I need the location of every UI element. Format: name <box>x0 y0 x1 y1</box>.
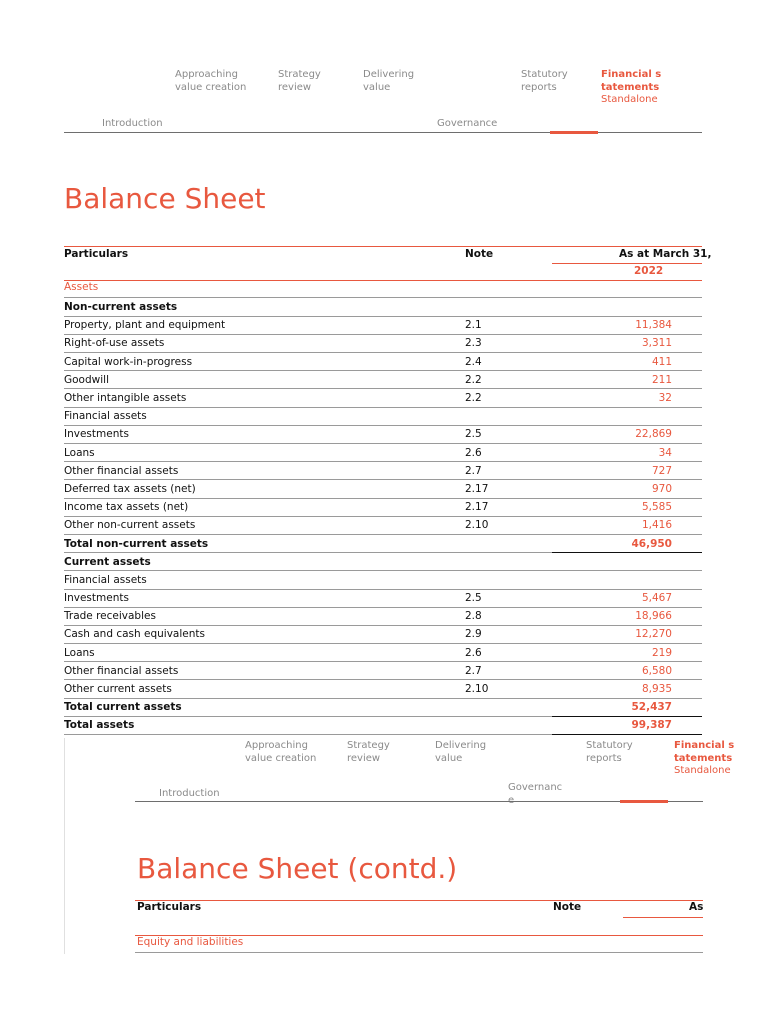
row-note: 2.7 <box>465 462 552 480</box>
table-row <box>64 480 702 498</box>
nav-item-statutory-reports[interactable]: Statutory reports <box>521 69 568 93</box>
balance-sheet-table <box>64 298 702 735</box>
row-label: Total assets <box>64 716 465 734</box>
row-label: Cash and cash equivalents <box>64 625 465 643</box>
row-note: 2.6 <box>465 644 552 662</box>
row-label: Right-of-use assets <box>64 334 465 352</box>
row-value: 3,311 <box>552 334 702 352</box>
row-value <box>552 553 702 571</box>
balance-sheet-body <box>64 298 702 735</box>
top-navigation-2 <box>135 738 735 806</box>
row-value: 22,869 <box>552 425 702 443</box>
table-row <box>64 353 702 371</box>
row-label: Goodwill <box>64 371 465 389</box>
row-note: 2.8 <box>465 607 552 625</box>
row-note: 2.2 <box>465 371 552 389</box>
row-value: 219 <box>552 644 702 662</box>
total-row <box>64 716 702 734</box>
row-note: 2.7 <box>465 662 552 680</box>
row-value <box>552 571 702 589</box>
table-row <box>64 462 702 480</box>
table-row <box>64 644 702 662</box>
row-value: 32 <box>552 389 702 407</box>
row-note: 2.17 <box>465 480 552 498</box>
row-label: Other financial assets <box>64 462 465 480</box>
row-label: Loans <box>64 444 465 462</box>
nav2-item-strategy-review[interactable]: Strategy review <box>347 740 390 764</box>
page2-header-as-at: As <box>689 901 704 913</box>
row-label: Deferred tax assets (net) <box>64 480 465 498</box>
table-row <box>64 334 702 352</box>
row-note: 2.9 <box>465 625 552 643</box>
row-value: 46,950 <box>552 534 702 552</box>
page2-section-equity-liabilities: Equity and liabilities <box>137 936 244 948</box>
total-row <box>64 534 702 552</box>
row-label: Investments <box>64 589 465 607</box>
nav-item-introduction[interactable]: Introduction <box>102 118 163 129</box>
row-note <box>465 698 552 716</box>
row-label: Financial assets <box>64 571 465 589</box>
row-value: 34 <box>552 444 702 462</box>
nav2-item-financial-statements[interactable] <box>674 740 735 778</box>
nav-active-indicator <box>550 131 598 134</box>
top-navigation <box>64 63 702 133</box>
row-label: Loans <box>64 644 465 662</box>
table-row <box>64 571 702 589</box>
row-note: 2.5 <box>465 589 552 607</box>
nav2-item-approaching-value-creation[interactable]: Approaching value creation <box>245 740 317 764</box>
row-note: 2.10 <box>465 680 552 698</box>
table-row <box>64 680 702 698</box>
row-note: 2.10 <box>465 516 552 534</box>
nav2-item-statutory-reports[interactable]: Statutory reports <box>586 740 633 764</box>
nav2-divider <box>135 801 703 802</box>
nav2-item-governance[interactable]: Governance <box>508 782 563 806</box>
row-label: Other intangible assets <box>64 389 465 407</box>
row-label: Investments <box>64 425 465 443</box>
table-row <box>64 444 702 462</box>
table-row <box>64 625 702 643</box>
header-as-at: As at March 31, <box>619 248 712 260</box>
row-value: 18,966 <box>552 607 702 625</box>
page-2-preview <box>64 738 735 954</box>
nav-item-financial-statements-label: Financial statements <box>601 69 662 93</box>
row-note: 2.2 <box>465 389 552 407</box>
nav-item-financial-statements[interactable] <box>601 69 665 107</box>
row-value: 1,416 <box>552 516 702 534</box>
row-label: Current assets <box>64 553 465 571</box>
nav-item-delivering-value[interactable]: Delivering value <box>363 69 415 93</box>
nav-divider <box>64 132 702 133</box>
section-heading-row <box>64 298 702 316</box>
row-label: Other non-current assets <box>64 516 465 534</box>
row-value: 52,437 <box>552 698 702 716</box>
row-note: 2.17 <box>465 498 552 516</box>
row-label: Total non-current assets <box>64 534 465 552</box>
table-row <box>64 589 702 607</box>
header-particulars: Particulars <box>64 248 129 260</box>
table-row <box>64 407 702 425</box>
row-label: Other financial assets <box>64 662 465 680</box>
row-value: 5,585 <box>552 498 702 516</box>
nav-item-approaching-value-creation[interactable]: Approaching value creation <box>175 69 247 93</box>
section-assets: Assets <box>64 281 702 298</box>
row-label: Trade receivables <box>64 607 465 625</box>
page-2-title: Balance Sheet (contd.) <box>137 852 458 885</box>
nav2-item-introduction[interactable]: Introduction <box>159 788 220 799</box>
row-note <box>465 571 552 589</box>
row-label: Non-current assets <box>64 298 465 316</box>
row-value: 6,580 <box>552 662 702 680</box>
row-note <box>465 716 552 734</box>
row-label: Property, plant and equipment <box>64 316 465 334</box>
page2-header-particulars: Particulars <box>137 901 202 913</box>
table-row <box>64 316 702 334</box>
row-value: 727 <box>552 462 702 480</box>
section-heading-row <box>64 553 702 571</box>
nav2-item-standalone-label: Standalone <box>674 765 731 776</box>
table-row <box>64 498 702 516</box>
row-value: 211 <box>552 371 702 389</box>
row-value <box>552 407 702 425</box>
table-header <box>64 247 712 280</box>
row-note: 2.4 <box>465 353 552 371</box>
nav-item-standalone-label: Standalone <box>601 94 658 105</box>
row-note <box>465 407 552 425</box>
table-row <box>64 371 702 389</box>
nav2-active-indicator <box>620 800 668 803</box>
page2-header-top-rule <box>135 900 703 901</box>
row-value <box>552 298 702 316</box>
row-value: 5,467 <box>552 589 702 607</box>
row-label: Income tax assets (net) <box>64 498 465 516</box>
header-column-rule <box>552 263 702 264</box>
row-value: 970 <box>552 480 702 498</box>
row-value: 99,387 <box>552 716 702 734</box>
row-note: 2.3 <box>465 334 552 352</box>
nav2-item-financial-statements-label: Financial statements <box>674 740 735 764</box>
page-title: Balance Sheet <box>64 182 266 215</box>
row-note <box>465 298 552 316</box>
nav-item-governance[interactable]: Governance <box>437 118 498 129</box>
total-row <box>64 698 702 716</box>
row-note: 2.6 <box>465 444 552 462</box>
row-label: Other current assets <box>64 680 465 698</box>
row-label: Total current assets <box>64 698 465 716</box>
row-value: 8,935 <box>552 680 702 698</box>
row-value: 411 <box>552 353 702 371</box>
row-label: Capital work-in-progress <box>64 353 465 371</box>
header-year: 2022 <box>634 265 664 277</box>
header-note: Note <box>465 248 494 260</box>
nav2-item-delivering-value[interactable]: Delivering value <box>435 740 487 764</box>
row-note <box>465 553 552 571</box>
page2-section-rule <box>135 952 703 953</box>
table-row <box>64 516 702 534</box>
table-row <box>64 662 702 680</box>
row-note: 2.1 <box>465 316 552 334</box>
row-label: Financial assets <box>64 407 465 425</box>
page2-header-column-rule <box>623 917 703 918</box>
row-value: 12,270 <box>552 625 702 643</box>
table-row <box>64 425 702 443</box>
page2-header-note: Note <box>553 901 582 913</box>
row-note <box>465 534 552 552</box>
nav-item-strategy-review[interactable]: Strategy review <box>278 69 321 93</box>
row-note: 2.5 <box>465 425 552 443</box>
table-row <box>64 607 702 625</box>
row-value: 11,384 <box>552 316 702 334</box>
table-row <box>64 389 702 407</box>
